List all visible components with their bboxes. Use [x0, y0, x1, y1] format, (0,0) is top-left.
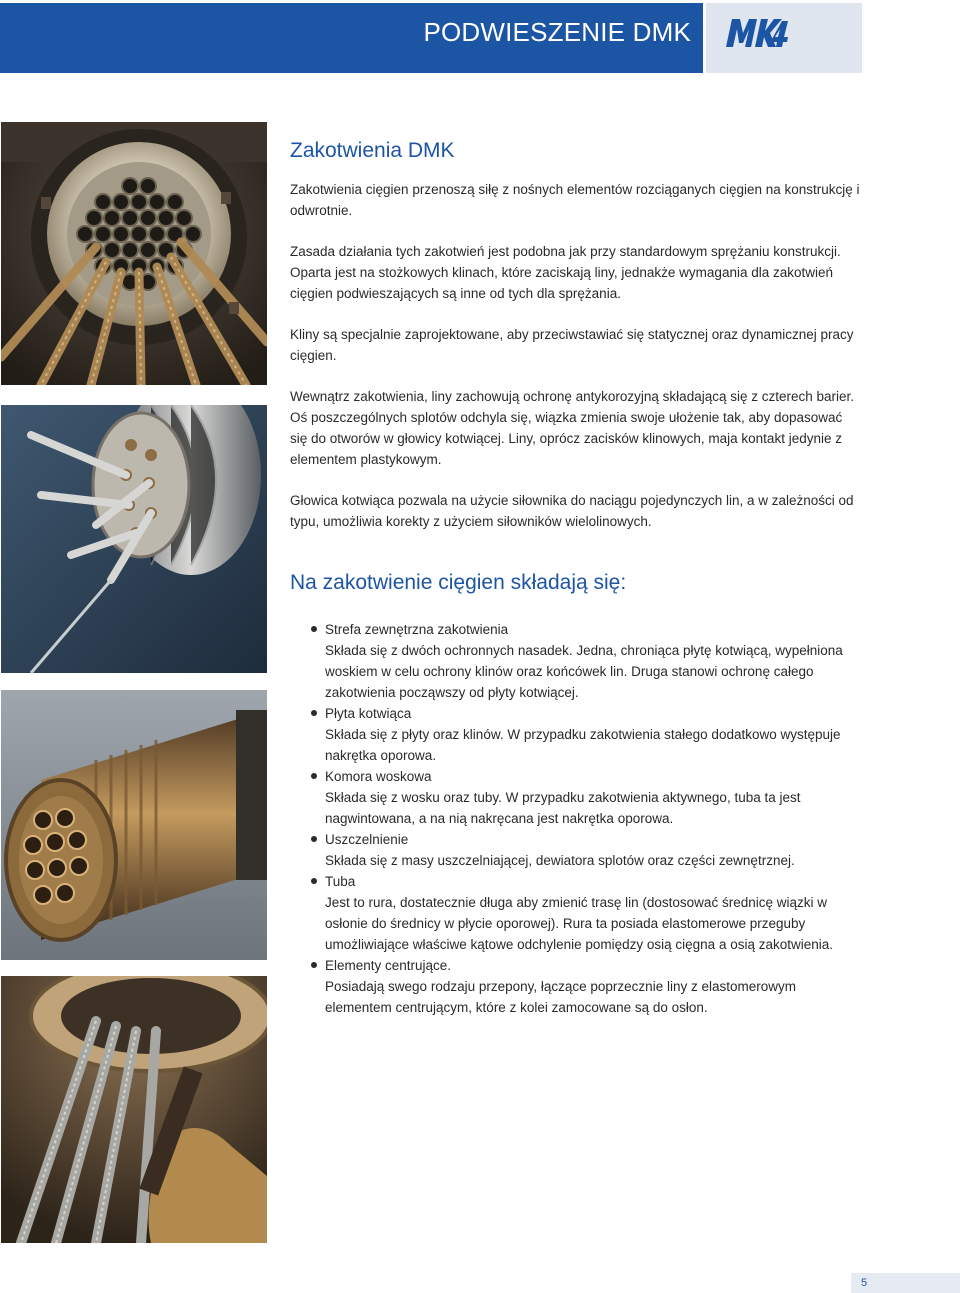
section-title-components: Na zakotwienie cięgien składają się: [290, 571, 627, 594]
components-list [290, 619, 860, 1018]
item-name: Płyta kotwiąca [325, 706, 412, 721]
bullet-icon [311, 710, 317, 716]
photo-anchor-installation [1, 976, 267, 1243]
paragraph: Kliny są specjalnie zaprojektowane, aby przeciwstawiać się statycznej oraz dynamicznej pracy cięgien. [290, 327, 854, 363]
page-number: 5 [851, 1273, 960, 1293]
item-name: Uszczelnienie [325, 832, 409, 847]
photo-anchor-head-front [1, 122, 267, 385]
mk4-logo [722, 13, 792, 53]
page-title: PODWIESZENIE DMK [423, 17, 691, 47]
item-desc: Składa się z dwóch ochronnych nasadek. Jedna, chroniąca płytę kotwiącą, wypełniona woskiem w celu ochrony klinów oraz końcówek lin. Druga stanowi ochronę całego zakotwienia począwszy od płyty kotwiącej. [325, 643, 843, 700]
bullet-icon [311, 878, 317, 884]
header-bar [0, 3, 703, 73]
paragraph: Zakotwienia cięgien przenoszą siłę z nośnych elementów rozciąganych cięgien na konstrukcję i odwrotnie. [290, 182, 860, 218]
paragraph: Wewnątrz zakotwienia, liny zachowują ochronę antykorozyjną składającą się z czterech barier. Oś poszczególnych splotów odchyla się, wiązka zmienia swoje ułożenie tak, aby dopasować się do otworów w głowicy kotwiącej. Liny, oprócz zacisków klinowych, maja kontakt jedynie z elementem plastykowym. [290, 389, 855, 467]
item-name: Elementy centrujące. [325, 958, 452, 973]
section-title-anchors: Zakotwienia DMK [290, 139, 455, 162]
list-item [290, 829, 860, 871]
main-content [290, 140, 860, 1018]
item-desc: Składa się z płyty oraz klinów. W przypadku zakotwienia stałego dodatkowo występuje nakrętka oporowa. [325, 727, 841, 763]
list-item [290, 955, 860, 1018]
item-desc: Składa się z masy uszczelniającej, dewiatora splotów oraz części zewnętrznej. [325, 853, 795, 868]
item-desc: Składa się z wosku oraz tuby. W przypadku zakotwienia aktywnego, tuba ta jest nagwintowana, a na nią nakręcana jest nakrętka oporowa. [325, 790, 801, 826]
paragraph: Głowica kotwiąca pozwala na użycie siłownika do naciągu pojedynczych lin, a w zależności od typu, umożliwia korekty z użyciem siłowników wielolinowych. [290, 493, 854, 529]
bullet-icon [311, 773, 317, 779]
list-item [290, 703, 860, 766]
item-name: Komora woskowa [325, 769, 432, 784]
item-desc: Jest to rura, dostatecznie długa aby zmienić trasę lin (dostosować średnicę wiązki w osłonie do średnicy w płycie oporowej). Rura ta posiada elastomerowe przeguby umożliwiające właściwe kątowe odchylenie pomiędzy osią cięgna a osią zakotwienia. [325, 895, 834, 952]
paragraph: Zasada działania tych zakotwień jest podobna jak przy standardowym sprężaniu konstrukcji. Oparta jest na stożkowych klinach, które zaciskają liny, jednakże wymagania dla zakotwień cięgien podwieszających są inne od tych dla sprężania. [290, 244, 841, 301]
list-item [290, 766, 860, 829]
bullet-icon [311, 626, 317, 632]
item-name: Strefa zewnętrzna zakotwienia [325, 622, 509, 637]
item-name: Tuba [325, 874, 356, 889]
photo-anchor-tube-bronze [1, 690, 267, 960]
item-desc: Posiadają swego rodzaju przepony, łączące poprzecznie liny z elastomerowym elementem centrującym, które z kolei zamocowane są do osłon. [325, 979, 796, 1015]
bullet-icon [311, 962, 317, 968]
bullet-icon [311, 836, 317, 842]
photo-anchor-strands-side [1, 405, 267, 673]
list-item [290, 871, 860, 955]
list-item [290, 619, 860, 703]
logo-box [706, 3, 862, 73]
